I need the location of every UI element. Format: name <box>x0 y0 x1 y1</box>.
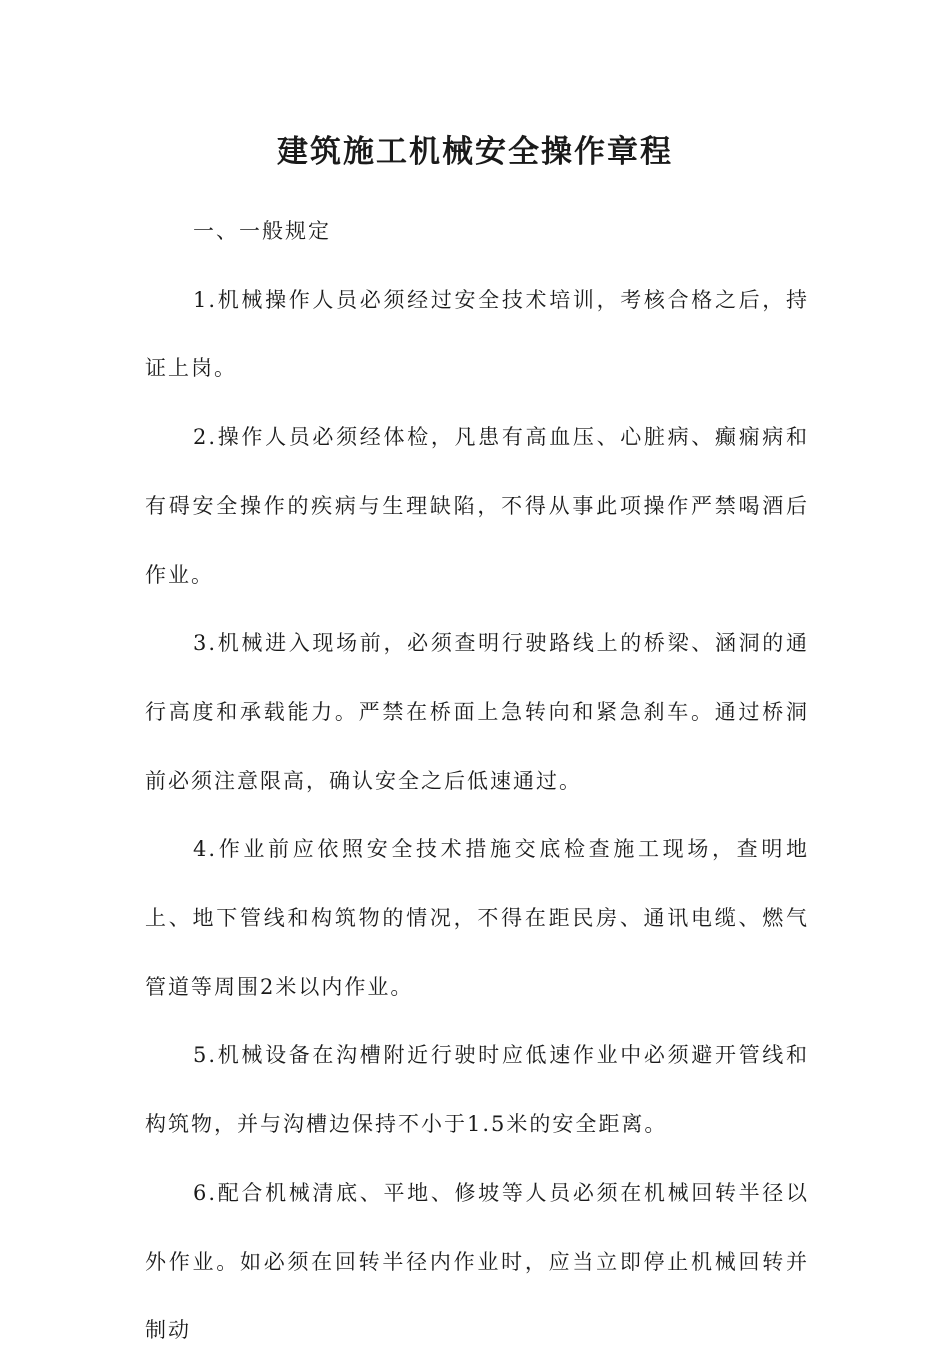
document-title: 建筑施工机械安全操作章程 <box>277 134 673 170</box>
paragraph-2: 2.操作人员必须经体检，凡患有高血压、心脏病、癫痫病和有碍安全操作的疾病与生理缺陷，不得从事此项操作严禁喝酒后作业。 <box>145 425 809 587</box>
paragraph-5: 5.机械设备在沟槽附近行驶时应低速作业中必须避开管线和构筑物，并与沟槽边保持不小于1.5米的安全距离。 <box>145 1043 809 1137</box>
paragraph-4: 4.作业前应依照安全技术措施交底检查施工现场，查明地上、地下管线和构筑物的情况，不得在距民房、通讯电缆、燃气管道等周围2米以内作业。 <box>145 837 809 999</box>
section-heading: 一、一般规定 <box>193 219 331 243</box>
document-body <box>145 197 809 1365</box>
paragraph-1: 1.机械操作人员必须经过安全技术培训，考核合格之后，持证上岗。 <box>145 287 809 381</box>
paragraph-6: 6.配合机械清底、平地、修坡等人员必须在机械回转半径以外作业。如必须在回转半径内作业时，应当立即停止机械回转并制动 <box>145 1180 809 1343</box>
paragraph-3: 3.机械进入现场前，必须查明行驶路线上的桥梁、涵洞的通行高度和承载能力。严禁在桥面上急转向和紧急刹车。通过桥洞前必须注意限高，确认安全之后低速通过。 <box>145 631 809 793</box>
